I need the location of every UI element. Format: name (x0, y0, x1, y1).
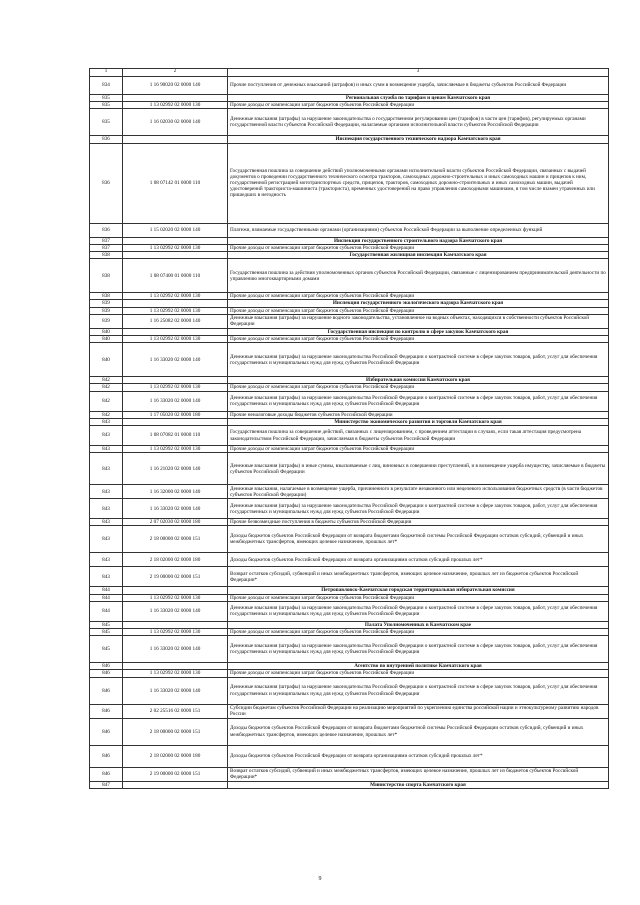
revenue-code-cell (123, 377, 228, 384)
admin-code-cell: 846 (90, 704, 123, 718)
revenue-code-cell (123, 95, 228, 102)
table-row (90, 336, 609, 343)
revenue-code-cell: 1 08 07082 01 0000 110 (123, 426, 228, 446)
admin-code-cell: 838 (90, 293, 123, 300)
description-cell: Денежные взыскания (штрафы) за нарушение водного законодательства, установленное на водных объектах, находящихся в собственности субъектов Российской Федерации (228, 314, 609, 328)
description-cell: Министерство спорта Камчатского края (228, 781, 609, 788)
admin-code-cell: 846 (90, 663, 123, 670)
revenue-code-cell: 1 13 02992 02 0000 130 (123, 670, 228, 677)
description-cell: Денежные взыскания (штрафы) и иные суммы, взыскиваемые с лиц, виновных в совершении преступлений, и в возмещение ущерба имуществу, зачисляемые в бюджеты субъектов Российской Федерации (228, 453, 609, 485)
revenue-code-cell (123, 237, 228, 244)
admin-code-cell: 846 (90, 767, 123, 781)
revenue-code-cell (123, 136, 228, 143)
section-row (90, 237, 609, 244)
document-page (89, 68, 609, 789)
table-row (90, 426, 609, 446)
description-cell: Прочие доходы от компенсации затрат бюджетов субъектов Российской Федерации (228, 670, 609, 677)
table-row (90, 102, 609, 109)
table-row (90, 384, 609, 391)
table-row (90, 594, 609, 601)
table-row (90, 485, 609, 499)
admin-code-cell: 847 (90, 781, 123, 788)
description-cell: Министерство экономического развития и торговли Камчатского края (228, 418, 609, 425)
description-cell: Прочие доходы от компенсации затрат бюджетов субъектов Российской Федерации (228, 629, 609, 636)
admin-code-cell: 843 (90, 426, 123, 446)
admin-code-cell: 843 (90, 526, 123, 553)
section-row (90, 621, 609, 628)
description-cell: Прочие доходы от компенсации затрат бюджетов субъектов Российской Федерации (228, 307, 609, 314)
description-cell: Субсидии бюджетам субъектов Российской Федерации на реализацию мероприятий по укреплению единства российской нации и этнокультурному развитию народов России (228, 704, 609, 718)
revenue-code-cell: 1 13 02992 02 0000 130 (123, 594, 228, 601)
admin-code-cell: 843 (90, 453, 123, 485)
admin-code-cell: 836 (90, 136, 123, 143)
description-cell: Инспекция государственного экологического надзора Камчатского края (228, 300, 609, 307)
description-cell: Государственная инспекция по контролю в сфере закупок Камчатского края (228, 328, 609, 335)
description-cell: Прочие доходы от компенсации затрат бюджетов субъектов Российской Федерации (228, 594, 609, 601)
admin-code-cell: 835 (90, 102, 123, 109)
admin-code-cell: 840 (90, 343, 123, 377)
table-row (90, 244, 609, 251)
description-cell: Денежные взыскания (штрафы) за нарушение законодательства Российской Федерации о контрактной системе в сфере закупок товаров, работ, услуг для обеспечения государственных и муниципальных нужд для нужд субъектов Российской Федерации (228, 391, 609, 411)
description-cell: Региональная служба по тарифам и ценам Камчатского края (228, 95, 609, 102)
table-row (90, 411, 609, 418)
admin-code-cell: 838 (90, 252, 123, 259)
admin-code-cell: 840 (90, 336, 123, 343)
admin-code-cell: 843 (90, 418, 123, 425)
table-row (90, 391, 609, 411)
admin-code-cell: 843 (90, 485, 123, 499)
section-row (90, 328, 609, 335)
revenue-code-cell: 1 16 33020 02 0000 140 (123, 677, 228, 704)
description-cell: Прочие безвозмездные поступления в бюджеты субъектов Российской Федерации (228, 519, 609, 526)
admin-code-cell: 844 (90, 587, 123, 594)
admin-code-cell: 837 (90, 244, 123, 251)
revenue-code-cell: 1 17 05020 02 0000 180 (123, 411, 228, 418)
header-col-3: 3 (228, 69, 609, 77)
section-row (90, 418, 609, 425)
description-cell: Инспекция государственного строительного надзора Камчатского края (228, 237, 609, 244)
description-cell: Государственная пошлина за действия уполномоченных органов субъектов Российской Федерации, связанные с лицензированием предпринимательской деятельности по управлению многоквартирными домами (228, 259, 609, 293)
revenue-codes-table (89, 68, 609, 789)
revenue-code-cell: 2 18 02000 02 0000 180 (123, 745, 228, 767)
table-row (90, 143, 609, 223)
description-cell: Государственная пошлина за совершение действий уполномоченными органами исполнительной власти субъектов Российской Федерации, связанных с выдачей документов о проведении государственного технического осмотра тракторов, самоходных дорожно-строительных и иных самоходных машин и прицепов к ним, государственной регистрацией мототранспортных средств, прицепов, тракторов, самоходных дорожно-строительных и иных самоходных машин, выдачей удостоверений тракториста-машиниста (тракториста), временных удостоверений на право управления самоходными машинами, в том числе взамен утраченных или пришедших в негодность (228, 143, 609, 223)
description-cell: Денежные взыскания (штрафы) за нарушение законодательства Российской Федерации о контрактной системе в сфере закупок товаров, работ, услуг для обеспечения государственных и муниципальных нужд для нужд субъектов Российской Федерации (228, 636, 609, 663)
description-cell: Возврат остатков субсидий, субвенций и иных межбюджетных трансфертов, имеющих целевое назначение, прошлых лет из бюджетов субъектов Российской Федерации* (228, 567, 609, 587)
admin-code-cell: 846 (90, 670, 123, 677)
admin-code-cell: 839 (90, 314, 123, 328)
description-cell: Петропавловск-Камчатская городская территориальная избирательная комиссия (228, 587, 609, 594)
description-cell: Палата Уполномоченных в Камчатском крае (228, 621, 609, 628)
table-row (90, 567, 609, 587)
revenue-code-cell: 1 13 02992 02 0000 130 (123, 102, 228, 109)
revenue-code-cell: 1 13 02992 02 0000 130 (123, 384, 228, 391)
header-col-2: 2 (123, 69, 228, 77)
revenue-code-cell: 2 07 02030 02 0000 180 (123, 519, 228, 526)
description-cell: Агентство по внутренней политике Камчатского края (228, 663, 609, 670)
table-row (90, 109, 609, 136)
description-cell: Избирательная комиссия Камчатского края (228, 377, 609, 384)
revenue-code-cell: 1 16 33020 02 0000 140 (123, 601, 228, 621)
revenue-code-cell (123, 418, 228, 425)
table-row (90, 553, 609, 567)
admin-code-cell: 845 (90, 621, 123, 628)
description-cell: Денежные взыскания (штрафы) за нарушение законодательства Российской Федерации о контрактной системе в сфере закупок товаров, работ, услуг для обеспечения государственных и муниципальных нужд для нужд субъектов Российской Федерации (228, 499, 609, 519)
admin-code-cell: 843 (90, 519, 123, 526)
section-row (90, 663, 609, 670)
admin-code-cell: 836 (90, 143, 123, 223)
revenue-code-cell: 1 13 02992 02 0000 130 (123, 336, 228, 343)
table-row (90, 745, 609, 767)
description-cell: Доходы бюджетов субъектов Российской Федерации от возврата организациями остатков субсидий прошлых лет* (228, 745, 609, 767)
admin-code-cell: 845 (90, 629, 123, 636)
description-cell: Доходы бюджетов субъектов Российской Федерации от возврата бюджетами бюджетной системы Российской Федерации остатков субсидий, субвенций и иных межбюджетных трансфертов, имеющих целевое назначение, прошлых лет* (228, 718, 609, 745)
admin-code-cell: 839 (90, 300, 123, 307)
admin-code-cell: 843 (90, 553, 123, 567)
description-cell: Денежные взыскания (штрафы) за нарушение законодательства Российской Федерации о контрактной системе в сфере закупок товаров, работ, услуг для обеспечения государственных и муниципальных нужд для нужд субъектов Российской Федерации (228, 601, 609, 621)
revenue-code-cell: 2 18 00000 02 0000 151 (123, 718, 228, 745)
table-row (90, 670, 609, 677)
revenue-code-cell (123, 300, 228, 307)
table-row (90, 526, 609, 553)
admin-code-cell: 846 (90, 677, 123, 704)
revenue-code-cell: 1 08 07400 01 0000 110 (123, 259, 228, 293)
description-cell: Прочие доходы от компенсации затрат бюджетов субъектов Российской Федерации (228, 384, 609, 391)
table-row (90, 499, 609, 519)
revenue-code-cell: 1 16 25082 02 0000 140 (123, 314, 228, 328)
description-cell: Денежные взыскания, налагаемые в возмещение ущерба, причиненного в результате незаконного или нецелевого использования бюджетных средств (в части бюджетов субъектов Российской Федерации) (228, 485, 609, 499)
admin-code-cell: 842 (90, 384, 123, 391)
section-row (90, 136, 609, 143)
table-row (90, 293, 609, 300)
table-row (90, 259, 609, 293)
revenue-code-cell: 1 16 33020 02 0000 140 (123, 391, 228, 411)
revenue-code-cell (123, 328, 228, 335)
table-row (90, 453, 609, 485)
table-row (90, 704, 609, 718)
admin-code-cell: 837 (90, 237, 123, 244)
description-cell: Прочие доходы от компенсации затрат бюджетов субъектов Российской Федерации (228, 102, 609, 109)
revenue-code-cell: 1 16 33020 02 0000 140 (123, 636, 228, 663)
revenue-code-cell: 2 18 00000 02 0000 151 (123, 526, 228, 553)
table-header-row (90, 69, 609, 77)
revenue-code-cell: 2 02 25516 02 0000 151 (123, 704, 228, 718)
table-row (90, 343, 609, 377)
description-cell: Инспекция государственного технического надзора Камчатского края (228, 136, 609, 143)
admin-code-cell: 844 (90, 601, 123, 621)
admin-code-cell: 842 (90, 391, 123, 411)
revenue-code-cell: 1 15 02020 02 0000 140 (123, 223, 228, 237)
description-cell: Прочие доходы от компенсации затрат бюджетов субъектов Российской Федерации (228, 446, 609, 453)
revenue-code-cell: 1 16 33020 02 0000 140 (123, 343, 228, 377)
revenue-code-cell: 1 13 02992 02 0000 130 (123, 244, 228, 251)
section-row (90, 252, 609, 259)
section-row (90, 95, 609, 102)
revenue-code-cell: 1 13 02992 02 0000 130 (123, 307, 228, 314)
table-row (90, 601, 609, 621)
description-cell: Денежные взыскания (штрафы) за нарушение законодательства Российской Федерации о контрактной системе в сфере закупок товаров, работ, услуг для обеспечения государственных и муниципальных нужд для нужд субъектов Российской Федерации (228, 677, 609, 704)
revenue-code-cell: 2 19 00000 02 0000 151 (123, 767, 228, 781)
description-cell: Прочие поступления от денежных взысканий (штрафов) и иных сумм в возмещение ущерба, зачисляемые в бюджеты субъектов Российской Федерации (228, 77, 609, 95)
section-row (90, 781, 609, 788)
table-row (90, 446, 609, 453)
admin-code-cell: 846 (90, 718, 123, 745)
table-row (90, 767, 609, 781)
admin-code-cell: 842 (90, 411, 123, 418)
table-row (90, 677, 609, 704)
revenue-code-cell: 1 16 33020 02 0000 140 (123, 499, 228, 519)
revenue-code-cell: 1 13 02992 02 0000 130 (123, 446, 228, 453)
revenue-code-cell: 1 08 07142 01 0000 110 (123, 143, 228, 223)
admin-code-cell: 843 (90, 446, 123, 453)
admin-code-cell: 843 (90, 567, 123, 587)
admin-code-cell: 838 (90, 259, 123, 293)
admin-code-cell: 835 (90, 109, 123, 136)
description-cell: Платежи, взимаемые государственными органами (организациями) субъектов Российской Федерации за выполнение определенных функций (228, 223, 609, 237)
admin-code-cell: 842 (90, 377, 123, 384)
admin-code-cell: 835 (90, 95, 123, 102)
revenue-code-cell: 2 19 00000 02 0000 151 (123, 567, 228, 587)
revenue-code-cell (123, 621, 228, 628)
description-cell: Денежные взыскания (штрафы) за нарушение законодательства Российской Федерации о контрактной системе в сфере закупок товаров, работ, услуг для обеспечения государственных и муниципальных нужд для нужд субъектов Российской Федерации (228, 343, 609, 377)
admin-code-cell: 834 (90, 77, 123, 95)
table-row (90, 223, 609, 237)
admin-code-cell: 840 (90, 328, 123, 335)
revenue-code-cell: 1 16 32000 02 0000 140 (123, 485, 228, 499)
section-row (90, 587, 609, 594)
description-cell: Государственная пошлина за совершение действий, связанных с лицензированием, с проведением аттестации в случаях, если такая аттестация предусмотрена законодательством Российской Федерации, зачисляемая в бюджеты субъектов Российской Федерации (228, 426, 609, 446)
description-cell: Прочие доходы от компенсации затрат бюджетов субъектов Российской Федерации (228, 336, 609, 343)
description-cell: Доходы бюджетов субъектов Российской Федерации от возврата бюджетами бюджетной системы Российской Федерации остатков субсидий, субвенций и иных межбюджетных трансфертов, имеющих целевое назначение, прошлых лет* (228, 526, 609, 553)
admin-code-cell: 845 (90, 636, 123, 663)
revenue-code-cell: 1 16 02030 02 0000 140 (123, 109, 228, 136)
revenue-code-cell (123, 663, 228, 670)
description-cell: Государственная жилищная инспекция Камчатского края (228, 252, 609, 259)
table-row (90, 77, 609, 95)
admin-code-cell: 843 (90, 499, 123, 519)
revenue-code-cell (123, 587, 228, 594)
admin-code-cell: 836 (90, 223, 123, 237)
header-col-1: 1 (90, 69, 123, 77)
revenue-code-cell: 2 18 02000 02 0000 180 (123, 553, 228, 567)
revenue-code-cell: 1 13 02992 02 0000 130 (123, 629, 228, 636)
section-row (90, 300, 609, 307)
revenue-code-cell: 1 16 90020 02 0000 140 (123, 77, 228, 95)
table-row (90, 314, 609, 328)
revenue-code-cell: 1 13 02992 02 0000 130 (123, 293, 228, 300)
revenue-code-cell (123, 781, 228, 788)
admin-code-cell: 839 (90, 307, 123, 314)
admin-code-cell: 844 (90, 594, 123, 601)
table-row (90, 636, 609, 663)
table-row (90, 629, 609, 636)
description-cell: Прочие доходы от компенсации затрат бюджетов субъектов Российской Федерации (228, 293, 609, 300)
page-number: 9 (318, 876, 322, 882)
revenue-code-cell: 1 16 21020 02 0000 140 (123, 453, 228, 485)
table-row (90, 718, 609, 745)
section-row (90, 377, 609, 384)
description-cell: Прочие доходы от компенсации затрат бюджетов субъектов Российской Федерации (228, 244, 609, 251)
description-cell: Прочие неналоговые доходы бюджетов субъектов Российской Федерации (228, 411, 609, 418)
admin-code-cell: 846 (90, 745, 123, 767)
revenue-code-cell (123, 252, 228, 259)
description-cell: Возврат остатков субсидий, субвенций и иных межбюджетных трансфертов, имеющих целевое назначение, прошлых лет из бюджетов субъектов Российской Федерации* (228, 767, 609, 781)
description-cell: Доходы бюджетов субъектов Российской Федерации от возврата организациями остатков субсидий прошлых лет* (228, 553, 609, 567)
table-row (90, 519, 609, 526)
table-row (90, 307, 609, 314)
description-cell: Денежные взыскания (штрафы) за нарушение законодательства о государственном регулировании цен (тарифов) в части цен (тарифов), регулируемых органами государственной власти субъектов Российской Федерации, налагаемые органами исполнительной власти субъектов Российской Федерации (228, 109, 609, 136)
